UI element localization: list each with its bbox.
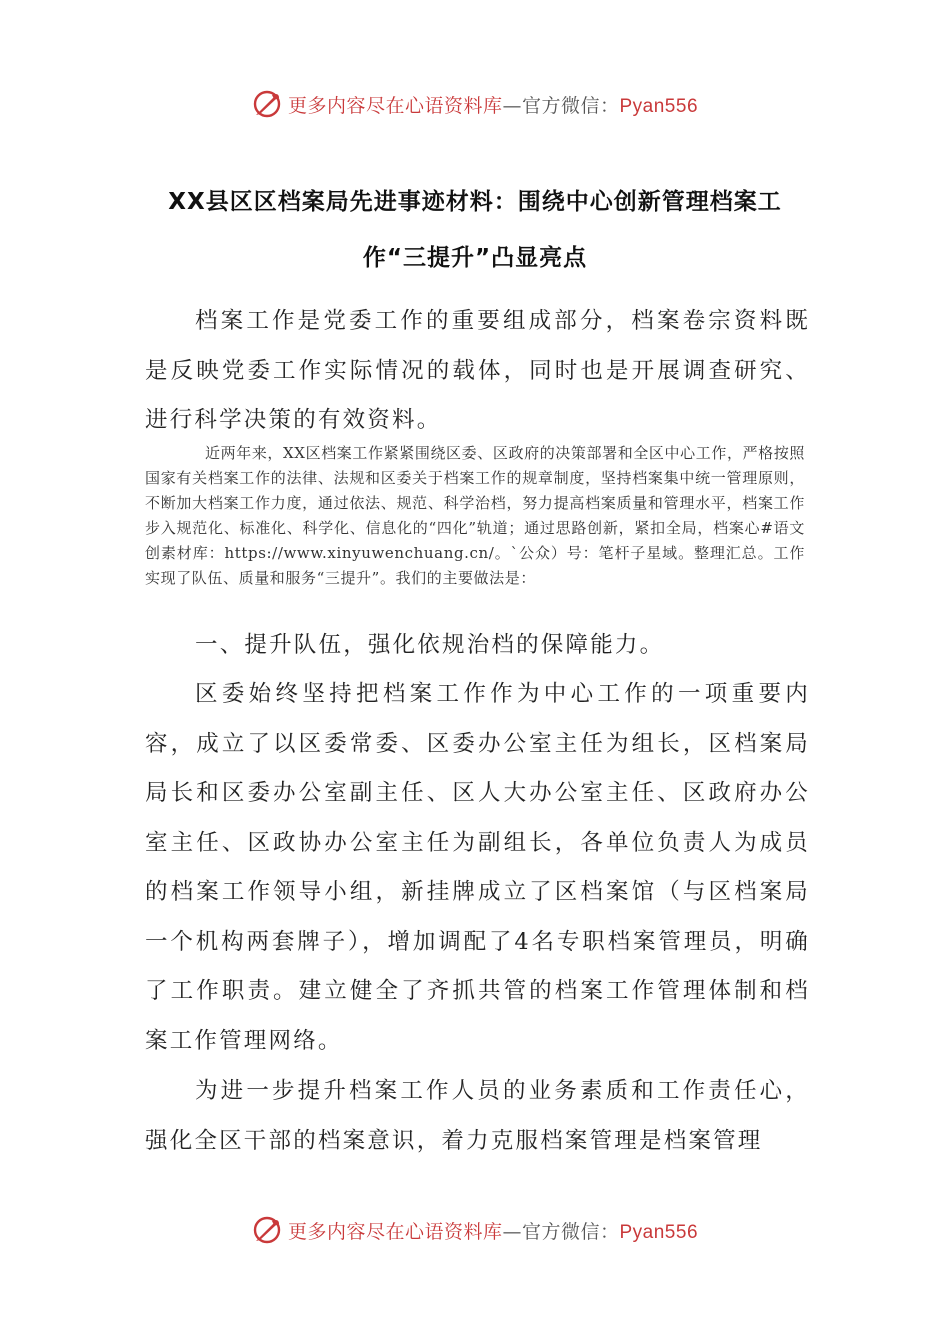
footer-watermark-banner [0,1210,950,1250]
banner-main-text: 更多内容尽在心语资料库 [287,94,503,117]
banner-wechat-id: Pyan556 [619,95,699,117]
summary-paragraph: 近两年来，XX区档案工作紧紧围绕区委、区政府的决策部署和全区中心工作，严格按照国家有关档案工作的法律、法规和区委关于档案工作的规章制度，坚持档案集中统一管理原则，不断加大档案工作力度，通过依法、规范、科学治档，努力提高档案质量和管理水平，档案工作步入规范化、标准化、科学化、信息化的“四化”轨道；通过思路创新，紧扣全局，档案心#语文创素材库：https://www.xinyuwenchuang.cn/。`公众）号：笔杆子星域。整理汇总。工作实现了队伍、质量和服务“三提升”。我们的主要做法是： [145,444,805,587]
section1-paragraph-2: 为进一步提升档案工作人员的业务素质和工作责任心，强化全区干部的档案意识，着力克服档案管理是档案管理 [145,1078,810,1154]
banner-main-text: 更多内容尽在心语资料库 [287,1220,503,1243]
banner-wechat-label: 官方微信： [521,1220,620,1243]
banner-wechat-label: 官方微信： [521,94,620,117]
section1-paragraph-1: 区委始终坚持把档案工作作为中心工作的一项重要内容，成立了以区委常委、区委办公室主任为组长，区档案局局长和区委办公室副主任、区人大办公室主任、区政府办公室主任、区政协办公室主任为副组长，各单位负责人为成员的档案工作领导小组，新挂牌成立了区档案馆（与区档案局一个机构两套牌子），增加调配了4名专职档案管理员，明确了工作职责。建立健全了齐抓共管的档案工作管理体制和档案工作管理网络。 [145,681,810,1054]
header-watermark-banner [0,84,950,124]
quill-pen-logo-icon [252,1215,282,1245]
quill-pen-logo-icon [252,89,282,119]
banner-dash: — [502,94,522,117]
document-title: XX县区区档案局先进事迹材料：围绕中心创新管理档案工作“三提升”凸显亮点 [168,189,782,271]
intro-paragraph: 档案工作是党委工作的重要组成部分，档案卷宗资料既是反映党委工作实际情况的载体，同时也是开展调查研究、进行科学决策的有效资料。 [145,308,810,433]
banner-dash: — [502,1220,522,1243]
banner-wechat-id: Pyan556 [619,1221,699,1243]
section1-heading: 一、提升队伍，强化依规治档的保障能力。 [195,632,665,658]
